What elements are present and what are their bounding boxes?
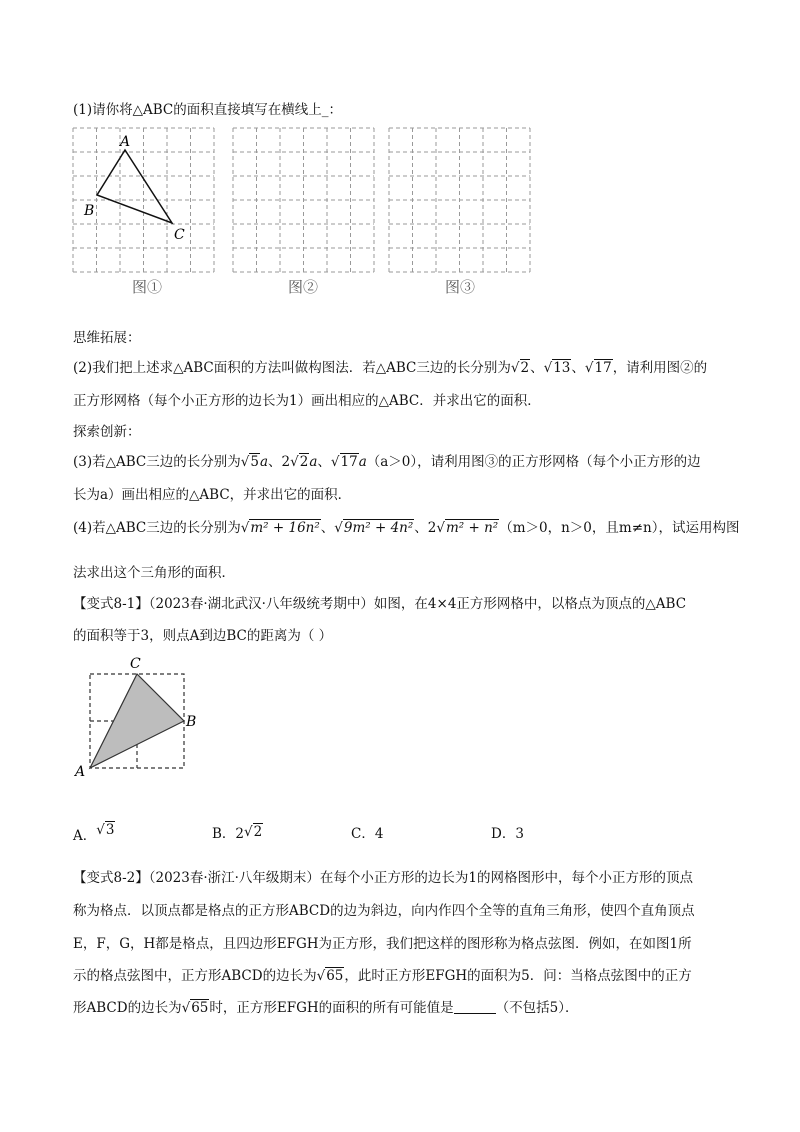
v81-line2: 的面积等于3，则点A到边BC的距离为（ ）	[73, 628, 333, 644]
heading-explore: 探索创新：	[73, 424, 141, 440]
part2-line1: (2)我们把上述求△ABC面积的方法叫做构图法．若△ABC三边的长分别为√2、√13、√17，请利用图②的	[73, 360, 708, 376]
grid-figure-2	[233, 128, 374, 272]
heading-think: 思维拓展：	[73, 330, 141, 346]
v81-line1: 【变式8-1】（2023春·湖北武汉·八年级统考期中）如图，在4×4正方形网格中，以格点为顶点的△ABC	[73, 596, 687, 612]
figure-3-caption: 图③	[445, 278, 476, 296]
grid-figure-3	[389, 128, 530, 272]
part3-line1: (3)若△ABC三边的长分别为√5a、2√2a、√17a（a＞0），请利用图③的正方形网格（每个小正方形的边	[73, 454, 701, 470]
v81-point-a: A	[75, 764, 86, 780]
part2-line2: 正方形网格（每个小正方形的边长为1）画出相应的△ABC．并求出它的面积．	[73, 393, 541, 409]
part1-text: (1)请你将△ABC的面积直接填写在横线上_：	[73, 102, 343, 118]
v82-line4: 示的格点弦图中，正方形ABCD的边长为√65，此时正方形EFGH的面积为5．问：当格点弦图中的正方	[73, 968, 692, 984]
grid-figure-1	[73, 128, 214, 272]
v81-figure	[68, 652, 268, 782]
figure-1-caption: 图①	[132, 278, 163, 296]
part1-figures	[0, 120, 800, 320]
part3-line2: 长为a）画出相应的△ABC，并求出它的面积．	[73, 487, 352, 503]
v81-point-c: C	[130, 656, 141, 672]
v82-line1: 【变式8-2】（2023春·浙江·八年级期末）在每个小正方形的边长为1的网格图形中，每个小正方形的顶点	[73, 870, 694, 886]
v82-line3: E，F，G，H都是格点，且四边形EFGH为正方形，我们把这样的图形称为格点弦图．例如，在如图1所	[73, 936, 692, 952]
choice-a[interactable]: A．√3	[73, 822, 115, 844]
part4-line1: (4)若△ABC三边的长分别为√m² + 16n²、√9m² + 4n²、2√m² + n²（m＞0，n＞0，且m≠n），试运用构图	[73, 520, 740, 536]
part4-line2: 法求出这个三角形的面积．	[73, 565, 235, 581]
choice-d[interactable]: D．3	[491, 826, 524, 842]
v82-line2: 称为格点．以顶点都是格点的正方形ABCD的边为斜边，向内作四个全等的直角三角形，使四个直角顶点	[73, 903, 695, 919]
point-c-label: C	[174, 227, 185, 243]
triangle-abc	[97, 150, 172, 223]
choice-b[interactable]: B．2√2	[212, 824, 263, 842]
point-b-label: B	[84, 203, 95, 219]
v82-line5: 形ABCD的边长为√65时，正方形EFGH的面积的所有可能值是 （不包括5）．	[73, 1000, 579, 1016]
point-a-label: A	[120, 134, 131, 150]
v81-point-b: B	[186, 714, 197, 730]
figure-2-caption: 图②	[288, 278, 319, 296]
choice-c[interactable]: C．4	[351, 826, 384, 842]
answer-blank[interactable]	[454, 999, 496, 1014]
